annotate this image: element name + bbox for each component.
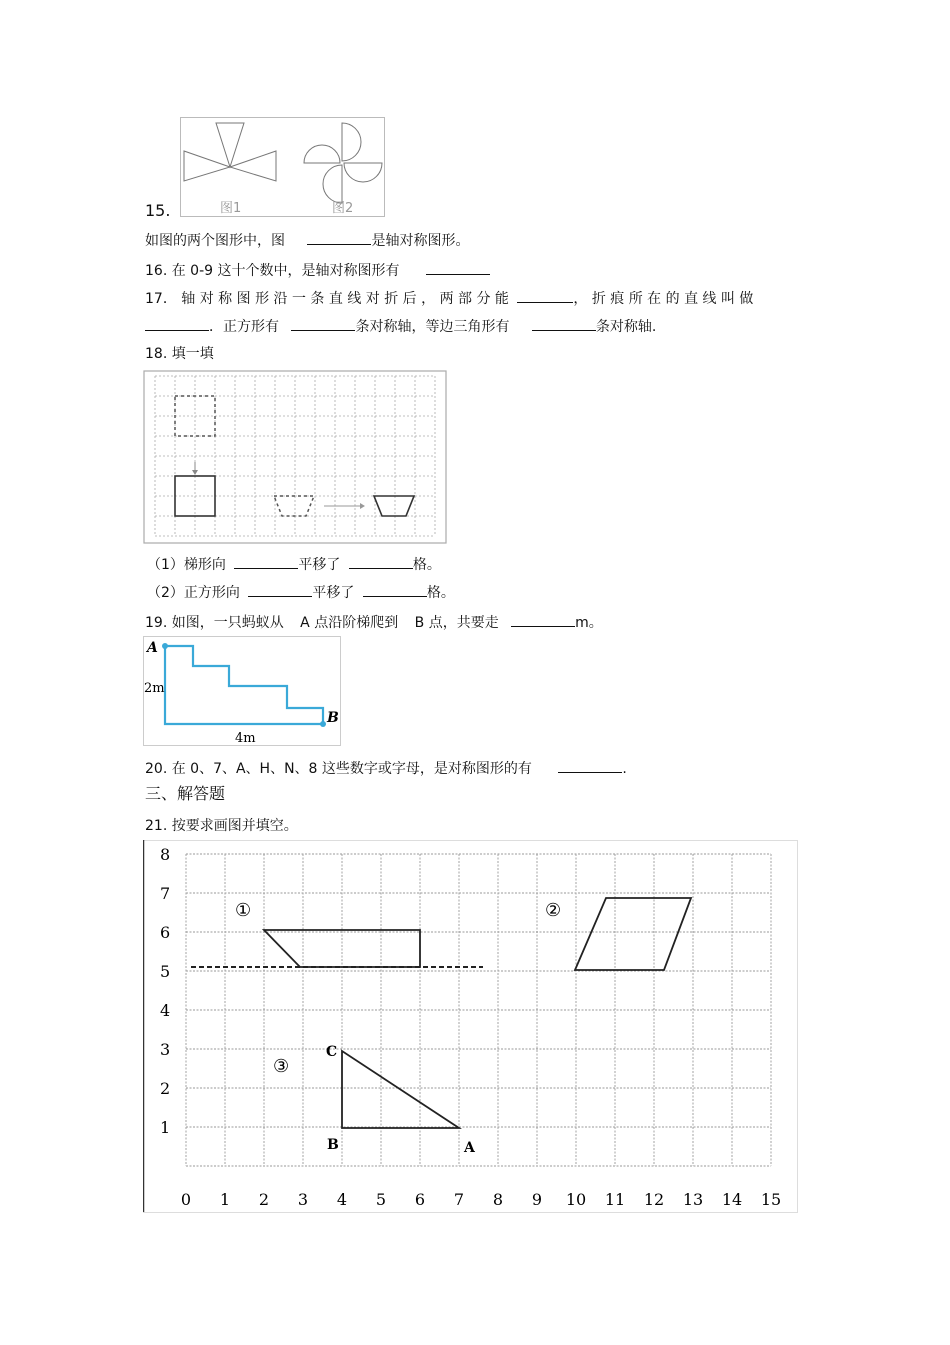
q21-y-tick-label: 6 xyxy=(160,923,171,942)
q17-blank3[interactable] xyxy=(291,316,355,331)
q19-text-a: 19. 如图，一只蚂蚁从 xyxy=(145,615,284,631)
q21-x-tick-label: 0 xyxy=(180,1190,192,1209)
square-arrow-head xyxy=(192,470,198,475)
q18-blank4[interactable] xyxy=(363,582,427,597)
q18-grid-lines xyxy=(155,376,435,536)
figure2-shape xyxy=(304,123,382,203)
q21-x-tick-label: 11 xyxy=(604,1190,626,1209)
q18-title: 18. 填一填 xyxy=(145,346,214,362)
q18-sub2-b: 平移了 xyxy=(312,585,355,601)
q15-number: 15. xyxy=(145,201,171,220)
q19-blank[interactable] xyxy=(511,612,575,627)
trapezoid-after xyxy=(374,496,414,516)
mark-3: ③ xyxy=(273,1056,290,1077)
q15-text-a: 如图的两个图形中，图 xyxy=(145,233,285,249)
q21-x-tick-label: 4 xyxy=(336,1190,348,1209)
q15-blank[interactable] xyxy=(307,230,371,245)
q16-blank[interactable] xyxy=(426,260,490,275)
mark-1: ① xyxy=(235,900,252,921)
label-b: B xyxy=(327,710,339,726)
q15-text-b: 是轴对称图形。 xyxy=(371,233,470,249)
q21-y-tick-label: 2 xyxy=(160,1079,171,1098)
q17-blank2[interactable] xyxy=(145,316,209,331)
q21-coordinate-grid xyxy=(143,840,798,1215)
section3-title: 三、解答题 xyxy=(145,784,226,803)
figure1-shape xyxy=(184,123,276,181)
q17-line2 xyxy=(145,316,656,336)
point-a xyxy=(162,643,168,649)
q16-text xyxy=(145,260,490,280)
q21-x-tick-label: 15 xyxy=(760,1190,782,1209)
q18-grid-figure xyxy=(143,370,447,544)
q21-y-tick-label: 4 xyxy=(160,1001,171,1020)
q18-sub1-a: （1）梯形向 xyxy=(147,557,226,573)
q21-x-tick-label: 9 xyxy=(531,1190,543,1209)
q21-y-tick-label: 5 xyxy=(160,962,171,981)
stair-path xyxy=(165,646,323,724)
q17-blank1[interactable] xyxy=(517,288,573,303)
q21-x-tick-label: 1 xyxy=(219,1190,231,1209)
q17-line2-c: 条对称轴. xyxy=(595,319,657,335)
label-width: 4m xyxy=(235,731,256,746)
q18-sub2-a: （2）正方形向 xyxy=(147,585,240,601)
q17-line1 xyxy=(145,288,753,308)
q18-sub1-c: 格。 xyxy=(412,557,441,573)
mark-2: ② xyxy=(545,900,562,921)
q21-y-tick-label: 8 xyxy=(160,845,171,864)
q16-question: 16. 在 0-9 这十个数中，是轴对称图形有 xyxy=(145,263,400,279)
q17-line1-b: ， 折 痕 所 在 的 直 线 叫 做 xyxy=(573,291,754,307)
q21-x-tick-label: 6 xyxy=(414,1190,426,1209)
q19-text-b: A 点沿阶梯爬到 xyxy=(300,615,399,631)
q21-x-tick-label: 5 xyxy=(375,1190,387,1209)
label-height: 2m xyxy=(144,681,165,696)
q17-line1-a: 17． 轴 对 称 图 形 沿 一 条 直 线 对 折 后 ， 两 部 分 能 xyxy=(145,291,509,307)
q21-y-tick-label: 1 xyxy=(160,1118,171,1137)
q21-grid-lines xyxy=(186,854,771,1166)
q19-text xyxy=(145,612,603,632)
trapezoid-before xyxy=(274,496,314,516)
q21-y-tick-label: 3 xyxy=(160,1040,171,1059)
q20-text xyxy=(145,758,627,778)
q17-line2-a: ．正方形有 xyxy=(209,319,279,335)
q21-x-tick-label: 2 xyxy=(258,1190,270,1209)
q21-x-ticks xyxy=(181,1190,781,1209)
vertex-c: C xyxy=(326,1044,338,1060)
q21-x-tick-label: 13 xyxy=(682,1190,704,1209)
vertex-a: A xyxy=(464,1140,475,1156)
q21-x-tick-label: 10 xyxy=(565,1190,587,1209)
point-b xyxy=(320,721,326,727)
q18-blank1[interactable] xyxy=(234,554,298,569)
q21-y-ticks xyxy=(160,845,170,1137)
q20-blank[interactable] xyxy=(558,758,622,773)
q20-question: 20. 在 0、7、A、H、N、8 这些数字或字母，是对称图形的有 xyxy=(145,761,532,777)
q21-y-tick-label: 7 xyxy=(160,884,171,903)
q21-x-tick-label: 7 xyxy=(453,1190,465,1209)
figure1-label: 图1 xyxy=(220,201,242,216)
shape2-parallelogram xyxy=(575,898,691,970)
q18-blank2[interactable] xyxy=(349,554,413,569)
trapezoid-arrow-head xyxy=(360,503,365,509)
q18-sub2 xyxy=(147,582,455,602)
label-a: A xyxy=(147,640,158,656)
q17-line2-b: 条对称轴，等边三角形有 xyxy=(355,319,510,335)
q20-end: . xyxy=(622,761,627,777)
q21-text: 21. 按要求画图并填空。 xyxy=(145,818,298,834)
q21-x-tick-label: 12 xyxy=(643,1190,665,1209)
q18-sub2-c: 格。 xyxy=(426,585,455,601)
q17-blank4[interactable] xyxy=(532,316,596,331)
q18-blank3[interactable] xyxy=(248,582,312,597)
q19-stair-figure xyxy=(143,636,341,746)
q19-text-c: B 点，共要走 xyxy=(414,615,499,631)
q15-figure xyxy=(180,117,386,217)
q18-sub1-b: 平移了 xyxy=(298,557,341,573)
q15-text xyxy=(145,230,469,250)
vertex-b: B xyxy=(327,1137,339,1153)
q19-text-d: m。 xyxy=(575,615,603,631)
q21-x-tick-label: 8 xyxy=(492,1190,504,1209)
q18-sub1 xyxy=(147,554,441,574)
figure2-label: 图2 xyxy=(332,201,354,216)
shape3-triangle xyxy=(342,1051,459,1128)
q21-x-tick-label: 14 xyxy=(721,1190,743,1209)
q21-x-tick-label: 3 xyxy=(297,1190,309,1209)
